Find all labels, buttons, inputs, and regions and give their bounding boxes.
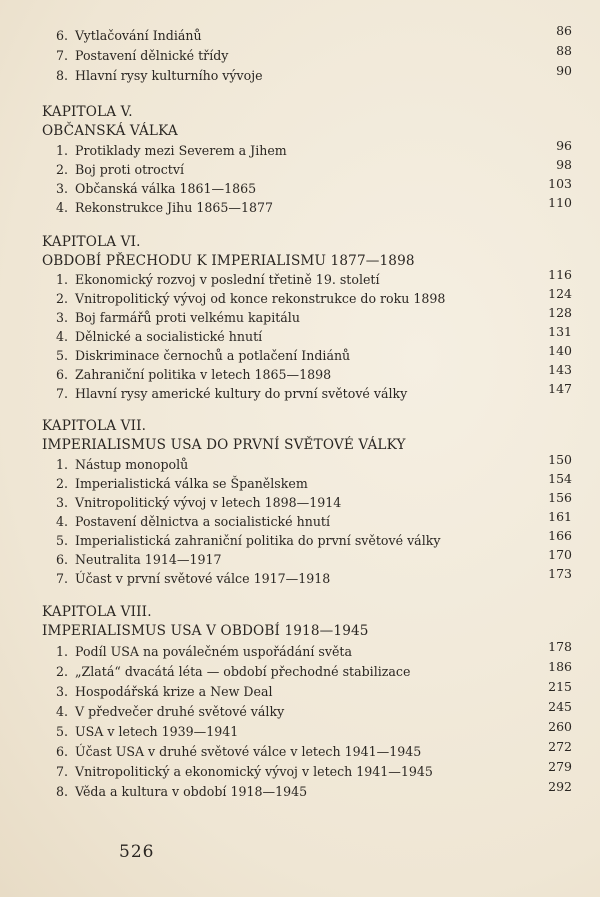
entry-page: 292: [548, 779, 572, 794]
toc-entry: [42, 343, 572, 366]
entry-number: 4.: [56, 329, 69, 344]
entry-number: 3.: [56, 684, 69, 699]
entry-page: 140: [548, 343, 572, 358]
entry-title: Vnitropolitický a ekonomický vývoj v letech 1941—1945: [75, 764, 433, 779]
entry-number: 3.: [56, 310, 69, 325]
entry-title: USA v letech 1939—1941: [75, 724, 239, 739]
entry-page: 128: [548, 305, 572, 320]
entry-number: 4.: [56, 514, 69, 529]
entry-page: 154: [548, 471, 572, 486]
entry-number: 8.: [56, 784, 69, 799]
toc-entry: [42, 138, 572, 161]
toc-entry: [42, 324, 572, 347]
entry-number: 1.: [56, 457, 69, 472]
entry-page: 186: [548, 659, 572, 674]
entry-number: 2.: [56, 291, 69, 306]
entry-number: 1.: [56, 644, 69, 659]
entry-title: V předvečer druhé světové války: [75, 704, 285, 719]
entry-title: Hospodářská krize a New Deal: [75, 684, 273, 699]
entry-title: Účast v první světové válce 1917—1918: [75, 571, 331, 586]
toc-entry: [42, 195, 572, 218]
entry-page: 103: [548, 176, 572, 191]
toc-entry: [42, 639, 572, 662]
toc-entry: [42, 779, 572, 802]
chapter-label: KAPITOLA V.: [42, 104, 133, 120]
entry-page: 150: [548, 452, 572, 467]
toc-entry: [42, 286, 572, 309]
toc-entry: [42, 699, 572, 722]
entry-title: Boj proti otroctví: [75, 162, 185, 177]
toc-entry: [42, 528, 572, 551]
toc-entry: [42, 719, 572, 742]
entry-number: 8.: [56, 68, 69, 83]
entry-page: 124: [548, 286, 572, 301]
entry-number: 7.: [56, 386, 69, 401]
entry-title: Imperialistická válka se Španělskem: [75, 476, 308, 491]
entry-title: Občanská válka 1861—1865: [75, 181, 257, 196]
chapter-label: KAPITOLA VI.: [42, 234, 141, 250]
entry-number: 7.: [56, 571, 69, 586]
entry-title: Imperialistická zahraniční politika do první světové války: [75, 533, 441, 548]
entry-number: 7.: [56, 48, 69, 63]
toc-entry: [42, 267, 572, 290]
entry-page: 131: [548, 324, 572, 339]
entry-page: 279: [548, 759, 572, 774]
entry-number: 2.: [56, 476, 69, 491]
toc-entry: [42, 566, 572, 589]
entry-number: 6.: [56, 552, 69, 567]
entry-number: 4.: [56, 200, 69, 215]
entry-title: Boj farmářů proti velkému kapitálu: [75, 310, 300, 325]
toc-entry: [42, 452, 572, 475]
entry-title: Postavení dělnictva a socialistické hnutí: [75, 514, 331, 529]
entry-page: 272: [548, 739, 572, 754]
entry-number: 5.: [56, 348, 69, 363]
entry-number: 2.: [56, 664, 69, 679]
entry-title: Nástup monopolů: [75, 457, 189, 472]
entry-title: Zahraniční politika v letech 1865—1898: [75, 367, 332, 382]
entry-number: 7.: [56, 764, 69, 779]
entry-page: 143: [548, 362, 572, 377]
entry-title: Dělnické a socialistické hnutí: [75, 329, 263, 344]
page-number: 526: [119, 842, 155, 862]
entry-number: 4.: [56, 704, 69, 719]
entry-page: 86: [556, 23, 572, 38]
entry-page: 110: [548, 195, 572, 210]
toc-entry: [42, 759, 572, 782]
chapter-label: KAPITOLA VIII.: [42, 604, 152, 620]
entry-page: 96: [556, 138, 572, 153]
entry-number: 3.: [56, 181, 69, 196]
chapter-heading: OBČANSKÁ VÁLKA: [42, 123, 178, 139]
entry-title: Hlavní rysy kulturního vývoje: [75, 68, 263, 83]
entry-title: Rekonstrukce Jihu 1865—1877: [75, 200, 274, 215]
entry-page: 147: [548, 381, 572, 396]
entry-page: 98: [556, 157, 572, 172]
entry-title: Účast USA v druhé světové válce v letech 1941—1945: [75, 744, 422, 759]
toc-entry: [42, 362, 572, 385]
entry-number: 5.: [56, 533, 69, 548]
toc-entry: [42, 659, 572, 682]
entry-number: 1.: [56, 143, 69, 158]
entry-page: 90: [556, 63, 572, 78]
chapter-heading: IMPERIALISMUS USA V OBDOBÍ 1918—1945: [42, 623, 369, 639]
entry-page: 170: [548, 547, 572, 562]
toc-entry: [42, 471, 572, 494]
toc-entry: [42, 509, 572, 532]
toc-entry: [42, 305, 572, 328]
toc-entry: [42, 739, 572, 762]
toc-entry: [42, 490, 572, 513]
chapter-heading: IMPERIALISMUS USA DO PRVNÍ SVĚTOVÉ VÁLKY: [42, 437, 406, 453]
entry-page: 215: [548, 679, 572, 694]
entry-number: 6.: [56, 744, 69, 759]
entry-number: 2.: [56, 162, 69, 177]
entry-number: 1.: [56, 272, 69, 287]
entry-number: 3.: [56, 495, 69, 510]
entry-page: 88: [556, 43, 572, 58]
entry-number: 6.: [56, 28, 69, 43]
entry-page: 245: [548, 699, 572, 714]
entry-page: 260: [548, 719, 572, 734]
entry-page: 166: [548, 528, 572, 543]
entry-title: Neutralita 1914—1917: [75, 552, 222, 567]
toc-entry: [42, 176, 572, 199]
entry-page: 161: [548, 509, 572, 524]
entry-page: 156: [548, 490, 572, 505]
toc-entry: [42, 23, 572, 46]
chapter-heading: OBDOBÍ PŘECHODU K IMPERIALISMU 1877—1898: [42, 253, 415, 269]
entry-title: Hlavní rysy americké kultury do první světové války: [75, 386, 408, 401]
entry-page: 178: [548, 639, 572, 654]
entry-number: 5.: [56, 724, 69, 739]
toc-entry: [42, 63, 572, 86]
entry-title: Vytlačování Indiánů: [75, 28, 202, 43]
entry-page: 173: [548, 566, 572, 581]
entry-title: Protiklady mezi Severem a Jihem: [75, 143, 287, 158]
entry-title: Vnitropolitický vývoj od konce rekonstrukce do roku 1898: [75, 291, 446, 306]
entry-title: Diskriminace černochů a potlačení Indiánů: [75, 348, 351, 363]
toc-entry: [42, 679, 572, 702]
toc-entry: [42, 381, 572, 404]
entry-title: Podíl USA na poválečném uspořádání světa: [75, 644, 352, 659]
entry-page: 116: [548, 267, 572, 282]
entry-title: Vnitropolitický vývoj v letech 1898—1914: [75, 495, 342, 510]
toc-entry: [42, 43, 572, 66]
chapter-label: KAPITOLA VII.: [42, 418, 147, 434]
entry-title: „Zlatá“ dvacátá léta — období přechodné stabilizace: [75, 664, 411, 679]
entry-title: Ekonomický rozvoj v poslední třetině 19. století: [75, 272, 380, 287]
entry-title: Postavení dělnické třídy: [75, 48, 229, 63]
entry-title: Věda a kultura v období 1918—1945: [75, 784, 308, 799]
entry-number: 6.: [56, 367, 69, 382]
toc-entry: [42, 547, 572, 570]
toc-entry: [42, 157, 572, 180]
